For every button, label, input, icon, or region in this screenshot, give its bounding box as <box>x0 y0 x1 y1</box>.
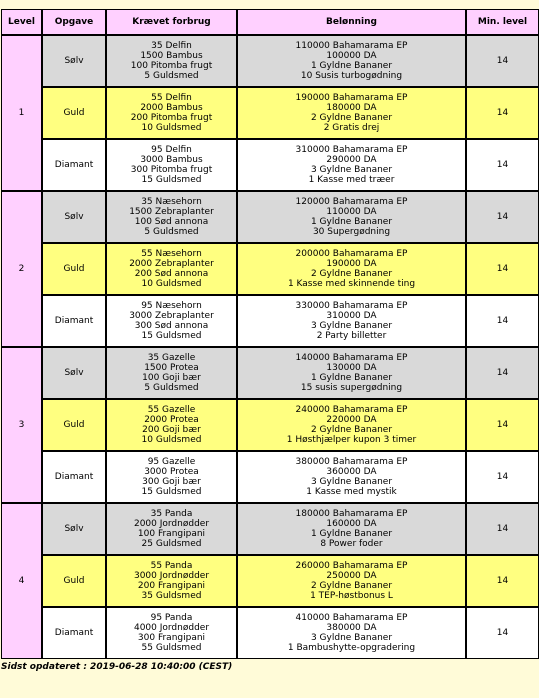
required-cell: 55 Panda 3000 Jordnødder 200 Frangipani 35 Guldsmed <box>106 555 237 607</box>
min-level-cell: 14 <box>466 87 539 139</box>
required-cell: 55 Gazelle 2000 Protea 200 Goji bær 10 Guldsmed <box>106 399 237 451</box>
reward-cell: 310000 Bahamarama EP 290000 DA 3 Gyldne Bananer 1 Kasse med træer <box>237 139 466 191</box>
task-cell: Sølv <box>42 503 106 555</box>
level-cell: 1 <box>1 35 42 191</box>
table-row <box>1 139 539 191</box>
required-cell: 55 Delfin 2000 Bambus 200 Pitomba frugt 10 Guldsmed <box>106 87 237 139</box>
required-cell: 95 Næsehorn 3000 Zebraplanter 300 Sød annona 15 Guldsmed <box>106 295 237 347</box>
reward-cell: 410000 Bahamarama EP 380000 DA 3 Gyldne Bananer 1 Bambushytte-opgradering <box>237 607 466 659</box>
header-required: Krævet forbrug <box>106 9 237 35</box>
min-level-cell: 14 <box>466 191 539 243</box>
level-cell: 3 <box>1 347 42 503</box>
table-row <box>1 555 539 607</box>
task-cell: Guld <box>42 555 106 607</box>
min-level-cell: 14 <box>466 347 539 399</box>
task-cell: Guld <box>42 243 106 295</box>
min-level-cell: 14 <box>466 35 539 87</box>
required-cell: 35 Delfin 1500 Bambus 100 Pitomba frugt 5 Guldsmed <box>106 35 237 87</box>
table-row <box>1 191 539 243</box>
task-cell: Diamant <box>42 295 106 347</box>
reward-cell: 330000 Bahamarama EP 310000 DA 3 Gyldne Bananer 2 Party billetter <box>237 295 466 347</box>
table-row <box>1 35 539 87</box>
task-cell: Sølv <box>42 191 106 243</box>
table-row <box>1 607 539 659</box>
reward-cell: 240000 Bahamarama EP 220000 DA 2 Gyldne Bananer 1 Høsthjælper kupon 3 timer <box>237 399 466 451</box>
reward-cell: 140000 Bahamarama EP 130000 DA 1 Gyldne Bananer 15 susis supergødning <box>237 347 466 399</box>
table-row <box>1 87 539 139</box>
rewards-table <box>1 9 539 659</box>
last-updated: Sidst opdateret : 2019-06-28 10:40:00 (CEST) <box>1 662 233 672</box>
required-cell: 95 Panda 4000 Jordnødder 300 Frangipani 55 Guldsmed <box>106 607 237 659</box>
header-row <box>1 9 539 35</box>
task-cell: Sølv <box>42 35 106 87</box>
required-cell: 55 Næsehorn 2000 Zebraplanter 200 Sød annona 10 Guldsmed <box>106 243 237 295</box>
table-row <box>1 295 539 347</box>
reward-cell: 110000 Bahamarama EP 100000 DA 1 Gyldne Bananer 10 Susis turbogødning <box>237 35 466 87</box>
min-level-cell: 14 <box>466 555 539 607</box>
min-level-cell: 14 <box>466 503 539 555</box>
table-row <box>1 503 539 555</box>
min-level-cell: 14 <box>466 243 539 295</box>
header-task: Opgave <box>42 9 106 35</box>
required-cell: 95 Gazelle 3000 Protea 300 Goji bær 15 Guldsmed <box>106 451 237 503</box>
reward-cell: 260000 Bahamarama EP 250000 DA 2 Gyldne Bananer 1 TEP-høstbonus L <box>237 555 466 607</box>
table-body <box>1 35 539 659</box>
header-min-level: Min. level <box>466 9 539 35</box>
required-cell: 95 Delfin 3000 Bambus 300 Pitomba frugt 15 Guldsmed <box>106 139 237 191</box>
table-row <box>1 399 539 451</box>
min-level-cell: 14 <box>466 399 539 451</box>
table-row <box>1 243 539 295</box>
min-level-cell: 14 <box>466 607 539 659</box>
task-cell: Diamant <box>42 607 106 659</box>
task-cell: Guld <box>42 399 106 451</box>
reward-cell: 200000 Bahamarama EP 190000 DA 2 Gyldne Bananer 1 Kasse med skinnende ting <box>237 243 466 295</box>
reward-cell: 380000 Bahamarama EP 360000 DA 3 Gyldne Bananer 1 Kasse med mystik <box>237 451 466 503</box>
required-cell: 35 Gazelle 1500 Protea 100 Goji bær 5 Guldsmed <box>106 347 237 399</box>
task-cell: Guld <box>42 87 106 139</box>
level-cell: 4 <box>1 503 42 659</box>
level-cell: 2 <box>1 191 42 347</box>
task-cell: Diamant <box>42 451 106 503</box>
table-row <box>1 347 539 399</box>
header-level: Level <box>1 9 42 35</box>
header-reward: Belønning <box>237 9 466 35</box>
min-level-cell: 14 <box>466 139 539 191</box>
reward-cell: 180000 Bahamarama EP 160000 DA 1 Gyldne Bananer 8 Power foder <box>237 503 466 555</box>
reward-cell: 120000 Bahamarama EP 110000 DA 1 Gyldne Bananer 30 Supergødning <box>237 191 466 243</box>
required-cell: 35 Panda 2000 Jordnødder 100 Frangipani 25 Guldsmed <box>106 503 237 555</box>
task-cell: Sølv <box>42 347 106 399</box>
task-cell: Diamant <box>42 139 106 191</box>
reward-cell: 190000 Bahamarama EP 180000 DA 2 Gyldne Bananer 2 Gratis drej <box>237 87 466 139</box>
required-cell: 35 Næsehorn 1500 Zebraplanter 100 Sød annona 5 Guldsmed <box>106 191 237 243</box>
min-level-cell: 14 <box>466 451 539 503</box>
min-level-cell: 14 <box>466 295 539 347</box>
table-row <box>1 451 539 503</box>
